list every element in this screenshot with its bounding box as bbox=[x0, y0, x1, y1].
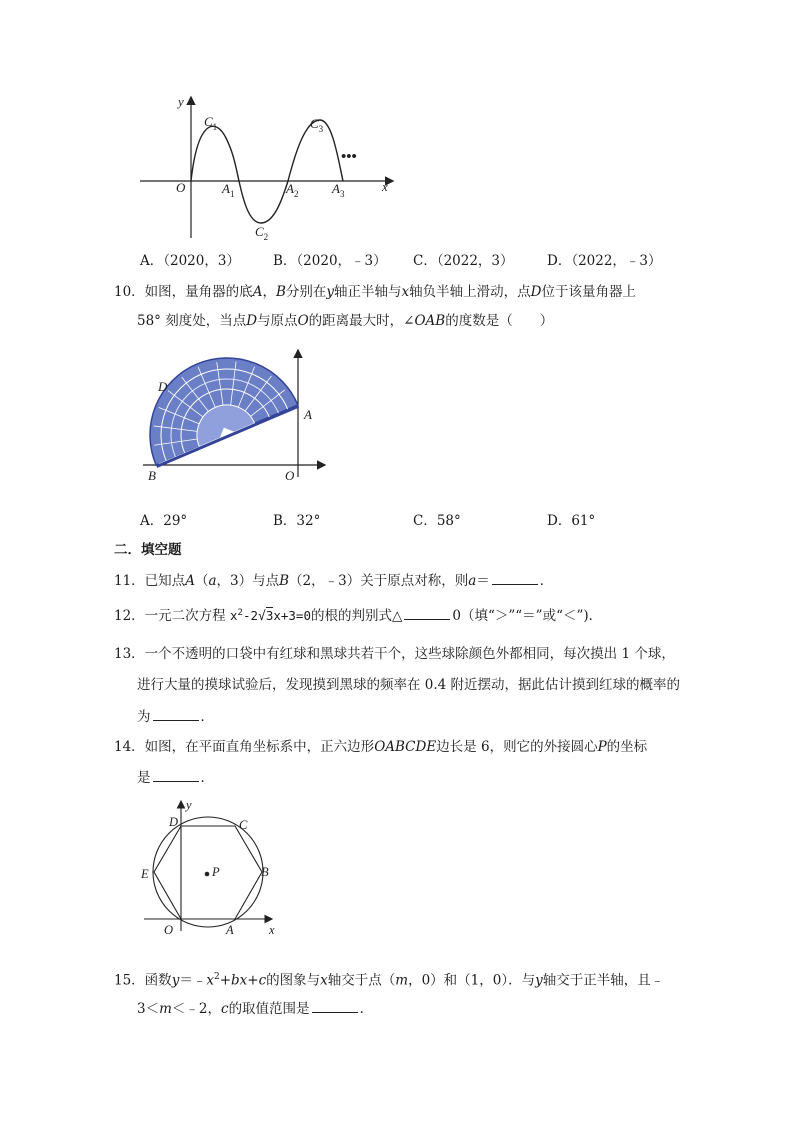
q13-line-2: 进行大量的摸球试验后，发现摸到黑球的频率在 0.4 附近摆动，据此估计摸到红球的概率的 bbox=[137, 677, 681, 693]
c2-label: $C_2$ bbox=[255, 224, 269, 242]
ellipsis: ••• bbox=[341, 149, 357, 165]
q13-answer-blank[interactable] bbox=[153, 706, 199, 721]
protractor bbox=[138, 345, 299, 468]
point-a-label: A bbox=[304, 407, 312, 422]
y-axis-label: y bbox=[178, 94, 184, 109]
q15-answer-blank[interactable] bbox=[312, 998, 358, 1013]
q12-answer-blank[interactable] bbox=[404, 605, 450, 620]
point-b-label: B bbox=[148, 468, 156, 483]
section-title: 二．填空题 bbox=[114, 542, 182, 558]
q14-answer-blank[interactable] bbox=[153, 767, 199, 782]
point-c-label: C bbox=[239, 818, 248, 832]
q9-option-a[interactable]: A．（2020，3） bbox=[140, 253, 240, 269]
point-p-label: P bbox=[212, 865, 220, 879]
q9-option-b[interactable]: B．（2020，﹣3） bbox=[273, 253, 387, 269]
x-axis-label: x bbox=[382, 179, 388, 194]
q15-line-2: 3＜m＜﹣2，c的取值范围是 ． bbox=[137, 998, 373, 1019]
q14-line-1: 14．如图，在平面直角坐标系中，正六边形OABCDE边长是 6，则它的外接圆心P的坐标 bbox=[114, 739, 648, 755]
q10-protractor-figure bbox=[138, 345, 333, 485]
q12-equation: $x^2-2√3x+3=0$ bbox=[229, 608, 311, 625]
q10-option-b[interactable]: B．32° bbox=[273, 513, 321, 529]
q9-wave-figure bbox=[130, 88, 400, 246]
point-b-label: B bbox=[261, 865, 269, 879]
origin-label: O bbox=[285, 468, 295, 483]
point-a-label: A bbox=[226, 923, 234, 937]
q10-line-2: 58° 刻度处，当点D与原点O的距离最大时，∠OAB的度数是（ ） bbox=[137, 313, 554, 329]
q14-hexagon-figure bbox=[138, 796, 288, 941]
q14-line-2: 是 ． bbox=[137, 767, 214, 788]
point-d-label: D bbox=[169, 815, 179, 829]
origin-label: O bbox=[176, 180, 186, 195]
q15-line-1: 15．函数$y=﹣x^2+bx+c$的图象与x轴交于点（m，0）和（1，0）．与y轴交于正半轴，且﹣ bbox=[114, 972, 665, 989]
point-d-label: D bbox=[158, 379, 168, 394]
q11-answer-blank[interactable] bbox=[492, 570, 538, 585]
q11-text: 11．已知点A（a，3）与点B（2，﹣3）关于原点对称，则a＝ ． bbox=[114, 570, 553, 591]
q10-line-1: 10．如图，量角器的底A，B分别在y轴正半轴与x轴负半轴上滑动，点D位于该量角器上 bbox=[114, 284, 636, 300]
a1-label: $A_1$ bbox=[222, 181, 235, 199]
x-axis-label: x bbox=[269, 923, 275, 937]
q13-line-3: 为 ． bbox=[137, 706, 214, 727]
origin-label: O bbox=[164, 923, 174, 937]
q10-option-c[interactable]: C．58° bbox=[413, 513, 461, 529]
q9-option-d[interactable]: D．（2022，﹣3） bbox=[547, 253, 662, 269]
q10-option-a[interactable]: A．29° bbox=[140, 513, 188, 529]
c1-label: $C_1$ bbox=[204, 114, 218, 132]
q12-text: 12．一元二次方程 $x^2-2√3x+3=0$的根的判别式△ 0（填“＞”“＝”或“＜”)． bbox=[114, 603, 602, 627]
a3-label: $A_3$ bbox=[332, 181, 345, 199]
wave-curve bbox=[191, 120, 343, 223]
q10-option-d[interactable]: D．61° bbox=[547, 513, 596, 529]
a2-label: $A_2$ bbox=[286, 181, 299, 199]
q13-line-1: 13．一个不透明的口袋中有红球和黑球共若干个，这些球除颜色外都相同，每次摸出 1 个球， bbox=[114, 646, 675, 662]
q9-option-c[interactable]: C．（2022，3） bbox=[413, 253, 514, 269]
y-axis-label: y bbox=[186, 798, 192, 812]
c3-label: $C_3$ bbox=[310, 116, 324, 134]
point-e-label: E bbox=[141, 867, 149, 881]
center-point bbox=[205, 872, 210, 877]
